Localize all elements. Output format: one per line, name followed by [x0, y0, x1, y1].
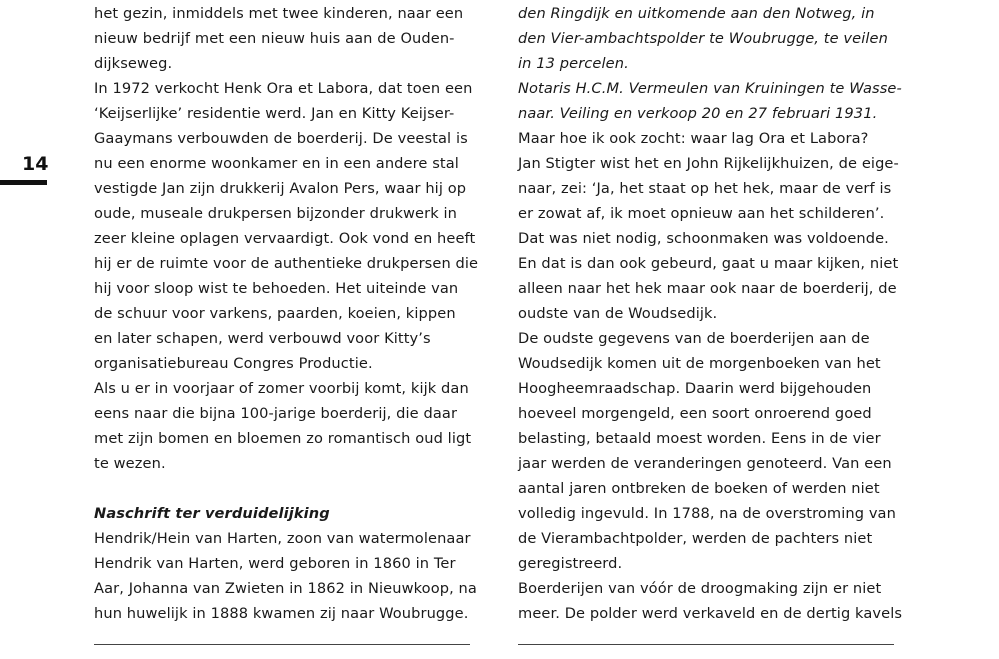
text-line: de Vierambachtpolder, werden de pachters niet [518, 530, 873, 547]
text-line: er zowat af, ik moet opnieuw aan het schilderen’. [518, 205, 885, 222]
text-line: oudste van de Woudsedijk. [518, 305, 718, 322]
text-line: de schuur voor varkens, paarden, koeien, kippen [94, 305, 456, 322]
quoted-auction-text [518, 1, 908, 76]
text-line: Woudsedijk komen uit de morgenboeken van het [518, 355, 881, 372]
text-line: oude, museale drukpersen bijzonder drukwerk in [94, 205, 458, 222]
text-line: nu een enorme woonkamer en in een andere stal [94, 155, 459, 172]
text-line: De oudste gegevens van de boerderijen aan de [518, 330, 870, 347]
text-line: Jan Stigter wist het en John Rijkelijkhuizen, de eige- [518, 155, 899, 172]
text-line: En dat is dan ook gebeurd, gaat u maar kijken, niet [518, 255, 899, 272]
text-line: eens naar die bijna 100-jarige boerderij, die daar [94, 405, 458, 422]
italic-line: in 13 percelen. [518, 55, 629, 72]
right-column-bottom-rule [518, 644, 894, 645]
text-line: belasting, betaald moest worden. Eens in de vier [518, 430, 881, 447]
text-line: Boerderijen van vóór de droogmaking zijn er niet [518, 580, 882, 597]
text-line: hoeveel morgengeld, een soort onroerend goed [518, 405, 872, 422]
left-column-bottom-rule [94, 644, 470, 645]
left-paragraph-4 [94, 526, 484, 626]
text-line: en later schapen, werd verbouwd voor Kitty’s [94, 330, 431, 347]
text-line: te wezen. [94, 455, 166, 472]
text-line: zeer kleine oplagen vervaardigt. Ook vond en heeft [94, 230, 476, 247]
text-line: hij voor sloop wist te behoeden. Het uiteinde van [94, 280, 459, 297]
text-line: aantal jaren ontbreken de boeken of werden niet [518, 480, 880, 497]
text-line: hun huwelijk in 1888 kwamen zij naar Woubrugge. [94, 605, 469, 622]
text-line: Hoogheemraadschap. Daarin werd bijgehouden [518, 380, 872, 397]
text-line: dijkseweg. [94, 55, 173, 72]
right-column [518, 1, 908, 626]
text-line: naar, zei: ‘Ja, het staat op het hek, maar de verf is [518, 180, 892, 197]
italic-line: den Ringdijk en uitkomende aan den Notweg, in [518, 5, 875, 22]
text-line: nieuw bedrijf met een nieuw huis aan de Ouden- [94, 30, 455, 47]
italic-line: naar. Veiling en verkoop 20 en 27 februari 1931. [518, 105, 878, 122]
left-paragraph-2 [94, 76, 484, 376]
text-line: alleen naar het hek maar ook naar de boerderij, de [518, 280, 897, 297]
text-line: Hendrik/Hein van Harten, zoon van watermolenaar [94, 530, 471, 547]
text-line: met zijn bomen en bloemen zo romantisch oud ligt [94, 430, 472, 447]
page-number-marker-bar [0, 180, 47, 185]
citation [518, 76, 908, 126]
italic-line: Notaris H.C.M. Vermeulen van Kruiningen te Wasse- [518, 80, 902, 97]
section-heading: Naschrift ter verduidelijking [94, 505, 330, 522]
text-line: jaar werden de veranderingen genoteerd. Van een [518, 455, 892, 472]
left-paragraph-3 [94, 376, 484, 476]
text-line: hij er de ruimte voor de authentieke drukpersen die [94, 255, 479, 272]
italic-line: den Vier-ambachtspolder te Woubrugge, te veilen [518, 30, 888, 47]
text-line: geregistreerd. [518, 555, 623, 572]
left-column [94, 1, 484, 626]
text-line: Aar, Johanna van Zwieten in 1862 in Nieuwkoop, na [94, 580, 477, 597]
text-line: vestigde Jan zijn drukkerij Avalon Pers, waar hij op [94, 180, 467, 197]
page-number: 14 [22, 153, 49, 175]
right-paragraph-1 [518, 126, 908, 326]
right-paragraph-2 [518, 326, 908, 576]
text-line: Gaaymans verbouwden de boerderij. De veestal is [94, 130, 468, 147]
left-paragraph-1 [94, 1, 484, 76]
text-line: organisatiebureau Congres Productie. [94, 355, 373, 372]
text-line: Als u er in voorjaar of zomer voorbij komt, kijk dan [94, 380, 469, 397]
text-line: Maar hoe ik ook zocht: waar lag Ora et Labora? [518, 130, 869, 147]
text-line: het gezin, inmiddels met twee kinderen, naar een [94, 5, 464, 22]
text-line: Hendrik van Harten, werd geboren in 1860 in Ter [94, 555, 456, 572]
text-line: meer. De polder werd verkaveld en de dertig kavels [518, 605, 903, 622]
text-line: ‘Keijserlijke’ residentie werd. Jan en Kitty Keijser- [94, 105, 455, 122]
paragraph-spacer [94, 476, 484, 501]
text-line: Dat was niet nodig, schoonmaken was voldoende. [518, 230, 889, 247]
text-line: In 1972 verkocht Henk Ora et Labora, dat toen een [94, 80, 473, 97]
right-paragraph-3 [518, 576, 908, 626]
text-line: volledig ingevuld. In 1788, na de overstroming van [518, 505, 896, 522]
